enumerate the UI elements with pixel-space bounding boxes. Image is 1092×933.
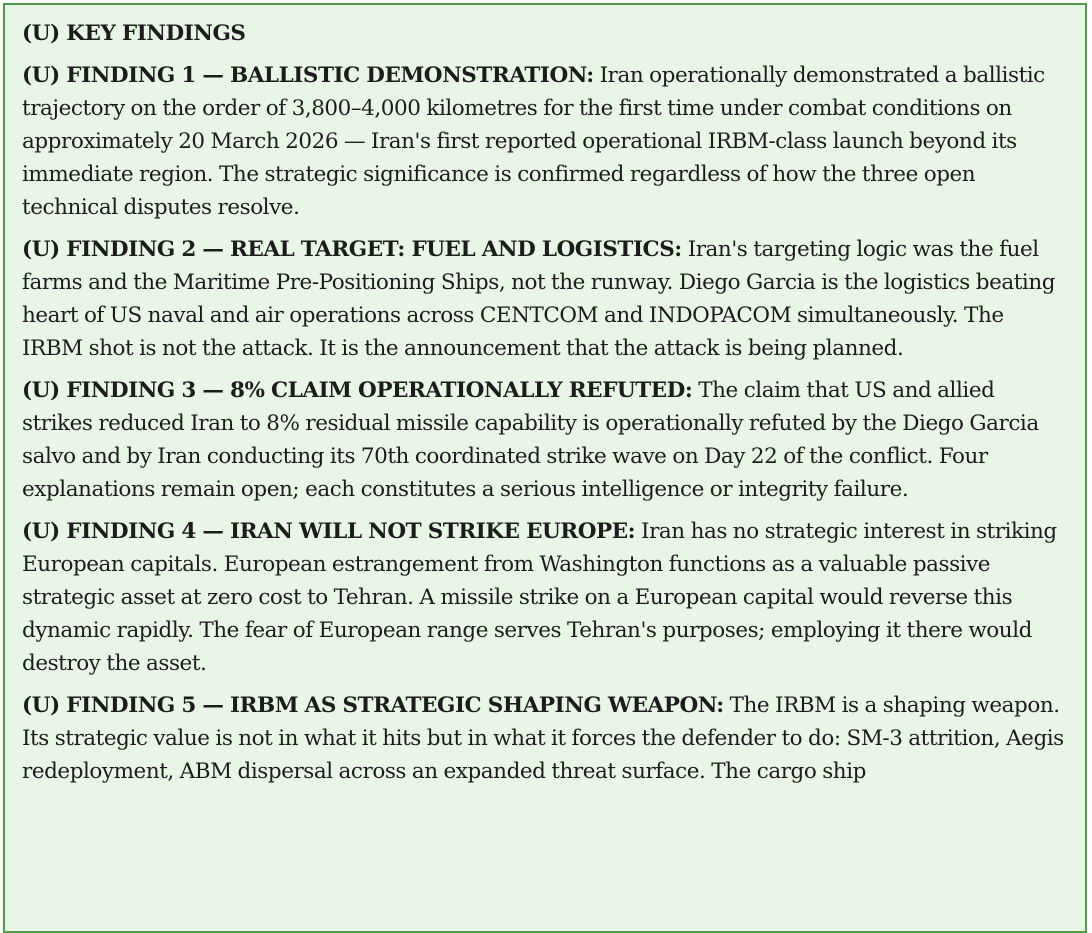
key-findings-box	[3, 3, 1087, 933]
finding-2	[22, 233, 1069, 365]
finding-1-label: (U) FINDING 1 — BALLISTIC DEMONSTRATION:	[22, 63, 594, 88]
finding-3	[22, 374, 1069, 506]
finding-4-text: Iran has no strategic interest in striking European capitals. European estrangement from Washington functions as a valuable passive strategic asset at zero cost to Tehran. A missile strike on a European capital would reverse this dynamic rapidly. The fear of European range serves Tehran's purposes; employing it there would destroy the asset.	[22, 519, 1057, 676]
finding-5-label: (U) FINDING 5 — IRBM AS STRATEGIC SHAPING WEAPON:	[22, 693, 724, 718]
finding-1	[22, 59, 1069, 224]
finding-3-text: The claim that US and allied strikes reduced Iran to 8% residual missile capability is operationally refuted by the Diego Garcia salvo and by Iran conducting its 70th coordinated strike wave on Day 22 of the conflict. Four explanations remain open; each constitutes a serious intelligence or integrity failure.	[22, 378, 1039, 502]
finding-2-label: (U) FINDING 2 — REAL TARGET: FUEL AND LOGISTICS:	[22, 237, 682, 262]
finding-5	[22, 689, 1069, 788]
finding-4-label: (U) FINDING 4 — IRAN WILL NOT STRIKE EUROPE:	[22, 519, 636, 544]
finding-3-label: (U) FINDING 3 — 8% CLAIM OPERATIONALLY REFUTED:	[22, 378, 693, 403]
finding-2-text: Iran's targeting logic was the fuel farms and the Maritime Pre-Positioning Ships, not the runway. Diego Garcia is the logistics beating heart of US naval and air operations across CENTCOM and INDOPACOM simultaneously. The IRBM shot is not the attack. It is the announcement that the attack is being planned.	[22, 237, 1056, 361]
finding-4	[22, 515, 1069, 680]
finding-5-text: The IRBM is a shaping weapon. Its strategic value is not in what it hits but in what it forces the defender to do: SM-3 attrition, Aegis redeployment, ABM dispersal across an expanded threat surface. The cargo ship	[22, 693, 1064, 784]
finding-1-text: Iran operationally demonstrated a ballistic trajectory on the order of 3,800–4,000 kilometres for the first time under combat conditions on approximately 20 March 2026 — Iran's first reported operational IRBM-class launch beyond its immediate region. The strategic significance is confirmed regardless of how the three open technical disputes resolve.	[22, 63, 1045, 220]
section-heading: (U) KEY FINDINGS	[22, 21, 246, 46]
